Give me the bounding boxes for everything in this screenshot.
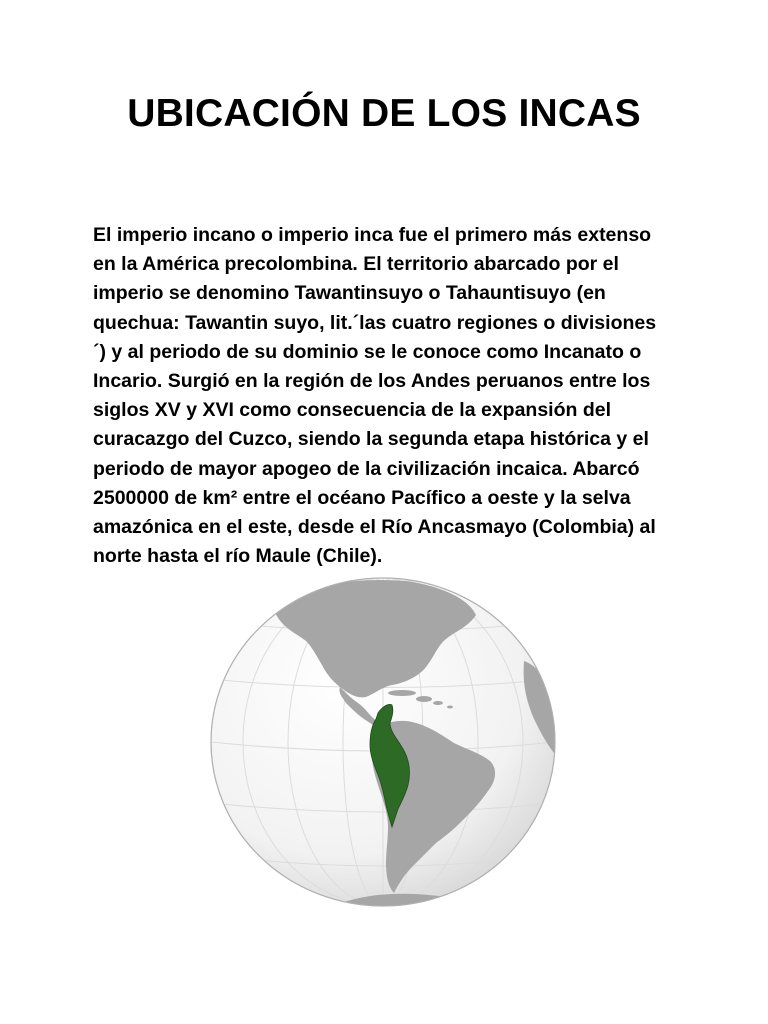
globe-map-image — [206, 575, 561, 910]
body-paragraph: El imperio incano o imperio inca fue el primero más extenso en la América precolombina. El territorio abarcado por el imperio se denomino Tawantinsuyo o Tahauntisuyo (en quechua: Tawantin suyo, lit.´las cuatro regiones o divisiones ´) y al periodo de su dominio se le conoce como Incanato o Incario. Surgió en la región de los Andes peruanos entre los siglos XV y XVI como consecuencia de la expansión del curacazgo del Cuzco, siendo la segunda etapa histórica y el periodo de mayor apogeo de la civilización incaica. Abarcó 2500000 de km² entre el océano Pacífico a oeste y la selva amazónica en el este, desde el Río Ancasmayo (Colombia) al norte hasta el río Maule (Chile). — [93, 224, 657, 568]
globe-map-icon — [206, 575, 561, 910]
page-title: UBICACIÓN DE LOS INCAS — [127, 92, 641, 135]
